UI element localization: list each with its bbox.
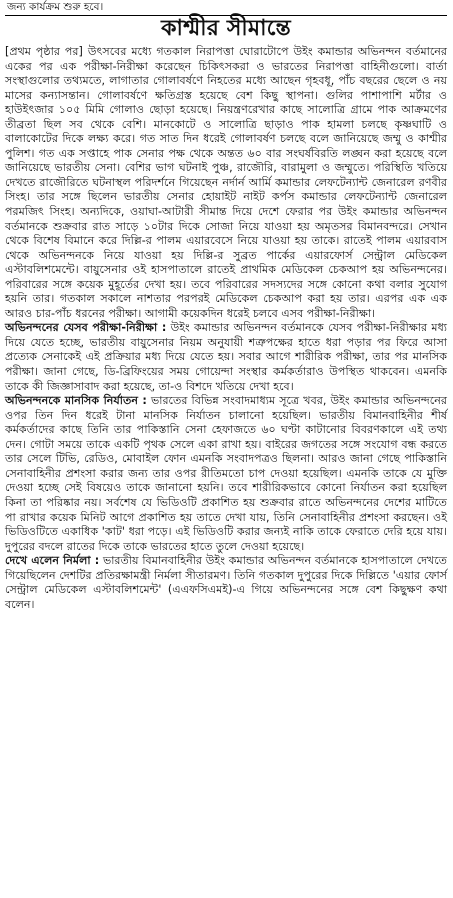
paragraph-2	[5, 321, 447, 394]
article-body	[5, 45, 447, 612]
paragraph-3	[5, 394, 447, 554]
continuation-tag: [প্রথম পৃষ্ঠার পর]	[5, 45, 83, 58]
paragraph-4	[5, 554, 447, 612]
paragraph-2-text: উইং কমান্ডার অভিনন্দন বর্তমানকে যেসব পরীক্ষা-নিরীক্ষার মধ্য দিয়ে যেতে হচ্ছে, ভারতীয় বায়ুসেনার নিয়ম অনুযায়ী শত্রুপক্ষের হাতে ধরা পড়ার পর ফিরে আসা প্রত্যেক সেনাকেই এই প্রক্রিয়ার মধ্য দিয়ে যেতে হয়। সবার আগে শারীরিক পরীক্ষা, তার পর মানসিক পরীক্ষা। জানা গেছে, ডি-ব্রিফিংয়ের সময় গোয়েন্দা সংস্থার কর্মকর্তারাও উপস্থিত থাকবেন। এমনকি তাকে কী জিজ্ঞাসাবাদ করা হয়েছে, তা-ও বিশদে খতিয়ে দেখা হবে।	[5, 321, 448, 393]
subheading-tests: অভিনন্দনের যেসব পরীক্ষা-নিরীক্ষা :	[5, 321, 167, 335]
paragraph-1	[5, 45, 447, 321]
paragraph-4-text: ভারতীয় বিমানবাহিনীর উইং কমান্ডার অভিনন্দন বর্তমানকে হাসপাতালে দেখতে গিয়েছিলেন দেশটির প্রতিরক্ষামন্ত্রী নির্মলা সীতারমণ। তিনি গতকাল দুপুরের দিকে দিল্লিতে 'এয়ার ফোর্স সেন্ট্রাল মেডিকেল এস্টাবলিশমেন্ট' (এএফসিএমই)-এ গিয়ে অভিনন্দনের সঙ্গে বেশ কিছুক্ষণ কথা বলেন।	[5, 554, 447, 611]
subheading-nirmala: দেখে এলেন নির্মলা :	[5, 554, 100, 568]
paragraph-1-text: উৎসবের মধ্যে গতকাল নিরাপত্তা ঘোরাটোপে উইং কমান্ডার অভিনন্দন বর্তমানের একের পর এক পরীক্ষা-নিরীক্ষা করেছেন চিকিৎসকরা ও ভারতের নিরাপত্তা বাহিনীগুলো। বার্তা সংস্থাগুলোর তথ্যমতে, লাগাতার গোলাবর্ষণে নিহতের মধ্যে আছেন গৃহবধূ, পাঁচ বছরের ছেলে ও নয় মাসের কন্যাসন্তান। গোলাবর্ষণে ক্ষতিগ্রস্ত হয়েছে বেশ কিছু স্থাপনা। গুলির পাশাপাশি মর্টার ও হাউইৎজার ১০৫ মিমি গোলাও ছোড়া হয়েছে। নিয়ন্ত্রণরেখার কাছে সালোত্রি গ্রামে পাক আক্রমণের তীব্রতা ছিল সব থেকে বেশি। মানকোটে ও সালোত্রি ছাড়াও পাক হামলা চলছে কৃষ্ণঘাটি ও বালাকোটের দিকে লক্ষ্য করে। গত সাত দিন ধরেই গোলাবর্ষণ চলছে বলে জানিয়েছে জম্মু ও কাশ্মীর পুলিশ। গত এক সপ্তাহে পাক সেনার পক্ষ থেকে অন্তত ৬০ বার সংঘর্ষবিরতি লঙ্ঘন করা হয়েছে বলে জানিয়েছে ভারতীয় সেনা। বেশির ভাগ ঘটনাই পুঞ্চ, রাজৌরি, বারামুলা ও জম্মুতে। পরিস্থিতি খতিয়ে দেখতে রাজৌরিতে ঘটনাস্থল পরিদর্শনে গিয়েছেন নর্দার্ন আর্মি কমান্ডার লেফটেন্যান্ট জেনারেল রণবীর সিংহ। তার সঙ্গে ছিলেন ভারতীয় সেনার হোয়াইট নাইট কর্পস কমান্ডার লেফটেন্যান্ট জেনারেল পরমজিৎ সিংহ। অন্যদিকে, ওয়াঘা-আটারী সীমান্ত দিয়ে দেশে ফেরার পর উইং কমান্ডার অভিনন্দন বর্তমানকে শুক্রবার রাত সাড়ে ১০টার দিকে সোজা নিয়ে যাওয়া হয় অমৃতসর বিমানবন্দরে। সেখান থেকে বিশেষ বিমানে করে দিল্লি-র পালম এয়ারবেসে নিয়ে যাওয়া হয় তাকে। রাতেই পালম এয়ারবাস থেকে অভিনন্দনকে নিয়ে যাওয়া হয় দিল্লি-র সুব্রত পার্কের এয়ারফোর্স সেন্ট্রাল মেডিকেল এস্টাবলিশমেন্টে। বায়ুসেনার ওই হাসপাতালে রাতেই প্রাথমিক মেডিকেল চেকআপ হয় অভিনন্দনের। পরিবারের সঙ্গে কয়েক মুহূর্তের দেখা হয়। তবে পরিবারের সদস্যদের সঙ্গে কোনো কথা বলার সুযোগ হয়নি তার। গতকাল সকালে নাশতার পরপরই মেডিকেল চেকআপ করা হয় তার। এরপর এক এক আরও চার-পাঁচ ধরনের পরীক্ষা। আগামী কয়েকদিন ধরেই চলবে এসব পরীক্ষা-নিরীক্ষা।	[5, 45, 448, 320]
newspaper-page	[0, 1, 453, 898]
headline: কাশ্মীর সীমান্তে	[161, 16, 291, 41]
subheading-torture: অভিনন্দনকে মানসিক নির্যাতন :	[5, 394, 147, 408]
previous-article-tail: জন্য কার্যক্রম শুরু হবে।	[7, 1, 104, 13]
paragraph-3-text: ভারতের বিভিন্ন সংবাদমাধ্যম সূত্রে খবর, উইং কমান্ডার অভিনন্দনের ওপর তিন দিন ধরেই টানা মানসিক নির্যাতন চালানো হয়েছিল। ভারতীয় বিমানবাহিনীর শীর্ষ কর্মকর্তাদের কাছে তিনি তার পাকিস্তানি সেনা হেফাজতে ৬০ ঘণ্টা কাটানোর বিবরণকালে এই তথ্য দেন। গোটা সময়ে তাকে একটি পৃথক সেলে একা রাখা হয়। বাইরের জগতের সঙ্গে সংযোগ বন্ধ করতে তার সেলে টিভি, রেডিও, মোবাইল ফোন এমনকি সংবাদপত্রও ছিলনা। আরও জানা গেছে পাকিস্তানি সেনাবাহিনীর প্রশংসা করার জন্য তার ওপর রীতিমতো চাপ দেওয়া হয়েছিল। এমনকি তাকে যে মুক্তি দেওয়া হচ্ছে সেই বিষয়েও তাকে জানানো হয়নি। তবে শারীরিকভাবে কোনো নির্যাতন করা হয়েছিল কিনা তা পরিষ্কার নয়। সর্বশেষ যে ভিডিওটি প্রকাশিত হয় শুক্রবার রাতে অভিনন্দনের দেশের মাটিতে পা রাখার কয়েক মিনিট আগে প্রকাশিত হয় তাতে দেখা যায়, তিনি সেনাবাহিনীর প্রশংসা করছেন। ওই ভিডিওটিতে একাধিক 'কাট' ধরা পড়ে। এই ভিডিওটি করার জন্যই নাকি তাকে ফেরাতে দেরি হয়ে যায়। দুপুরের বদলে রাতের দিকে তাকে ভারতের হাতে তুলে দেওয়া হয়েছে।	[5, 394, 447, 553]
